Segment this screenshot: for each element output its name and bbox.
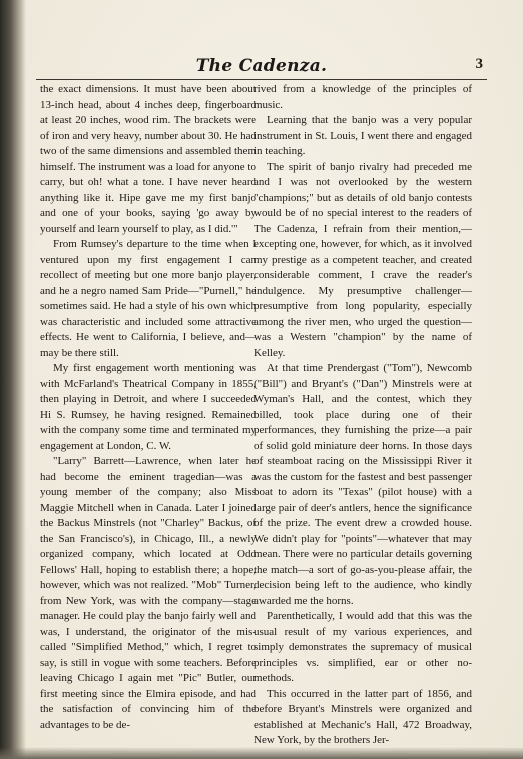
right-column [254,82,472,749]
header-rule [36,79,487,80]
paragraph: At that time Prendergast ("Tom"), Newcomb ("Bill") and Bryant's ("Dan") Minstrels were at Wyman's Hall, and the contest, which they billed, took place during one of their performances, they furnishing the prize—a pair of solid gold miniature deer horns. In those days of steamboat racing on the Mississippi River it was the custom for the fastest and best passenger boat to adorn its "Texas" (pilot house) with a large pair of deer's antlers, hence the significance of the prize. The event drew a crowded house. We didn't play for "points"—whatever that may mean. There were no particular details governing the match—a sort of go-as-you-please affair, the decision being left to the audience, who kindly awarded me the horns. [254,362,472,607]
paragraph: Learning that the banjo was a very popular instrument in St. Louis, I went there and engaged in teaching. [254,114,472,157]
paragraph: rived from a knowledge of the principles of music. [254,83,472,111]
left-column [40,82,256,733]
paragraph: the exact dimensions. It must have been about 13-inch head, about 4 inches deep, fingerboard at least 20 inches, wood rim. The brackets were of iron and very heavy, number about 30. He had two of the same dimensions and assembled them himself. The instrument was a load for anyone to carry, but oh! what a tone. I have never heard anything like it. Hipe gave me my first banjo and one of your books, saying 'go away by yourself and learn yourself to play, as I did.'" [40,83,256,235]
paragraph: "Larry" Barrett—Lawrence, when later he had become the eminent tragedian—was a young member of the company; also Miss Maggie Mitchell when in Canada. Later I joined the Backus Minstrels (not "Charley" Backus, of the San Francisco's), in Chicago, Ill., a newly organized company, which located at Odd Fellows' Hall, hoping to establish there; a hope, however, which was not realized. "Mob" Turner, from New York, was with the company—stage manager. He could play the banjo fairly well and was, I understand, the originator of the mis-called "Simplified Method," which, I regret to say, is still in vogue with some teachers. Before leaving Chicago I again met "Pic" Butler, our first meeting since the Elmira episode, and had the satisfaction of convincing him of the advantages to be de- [40,455,256,731]
paragraph: Parenthetically, I would add that this was the usual result of my various experiences, and simply demonstrates the supremacy of musical principles vs. simplified, ear or other no-methods. [254,610,472,684]
book-binding-edge [0,0,26,759]
paragraph: My first engagement worth mentioning was with McFarland's Theatrical Company in 1855, then playing in Detroit, and where I succeeded Hi S. Rumsey, he having resigned. Remained with the company some time and terminated my engagement at London, C. W. [40,362,256,452]
running-title: The Cadenza. [195,56,328,76]
page-bottom-edge [0,747,523,759]
paragraph: From Rumsey's departure to the time when I ventured upon my first engagement I can recollect of meeting but one more banjo player, and he a negro named Sam Pride—"Purnell," he sometimes said. He had a style of his own which was characteristic and included some attractive effects. He went to California, I believe, and—may be there still. [40,238,256,359]
paragraph: The spirit of banjo rivalry had preceded me and I was not overlooked by the western "champions;" but as details of old banjo contests would be of no special interest to the readers of The Cadenza, I refrain from their mention,—excepting one, however, for which, as it involved my prestige as a competent teacher, and created considerable comment, I crave the reader's indulgence. My presumptive challenger—presumptive from long popularity, especially among the river men, who urged the question—was a Western "champion" by the name of Kelley. [254,160,472,359]
page-header [36,56,487,76]
paragraph: This occurred in the latter part of 1856, and before Bryant's Minstrels were organized and established at Mechanic's Hall, 472 Broadway, New York, by the brothers Jer- [254,687,472,746]
page-number: 3 [475,56,483,72]
